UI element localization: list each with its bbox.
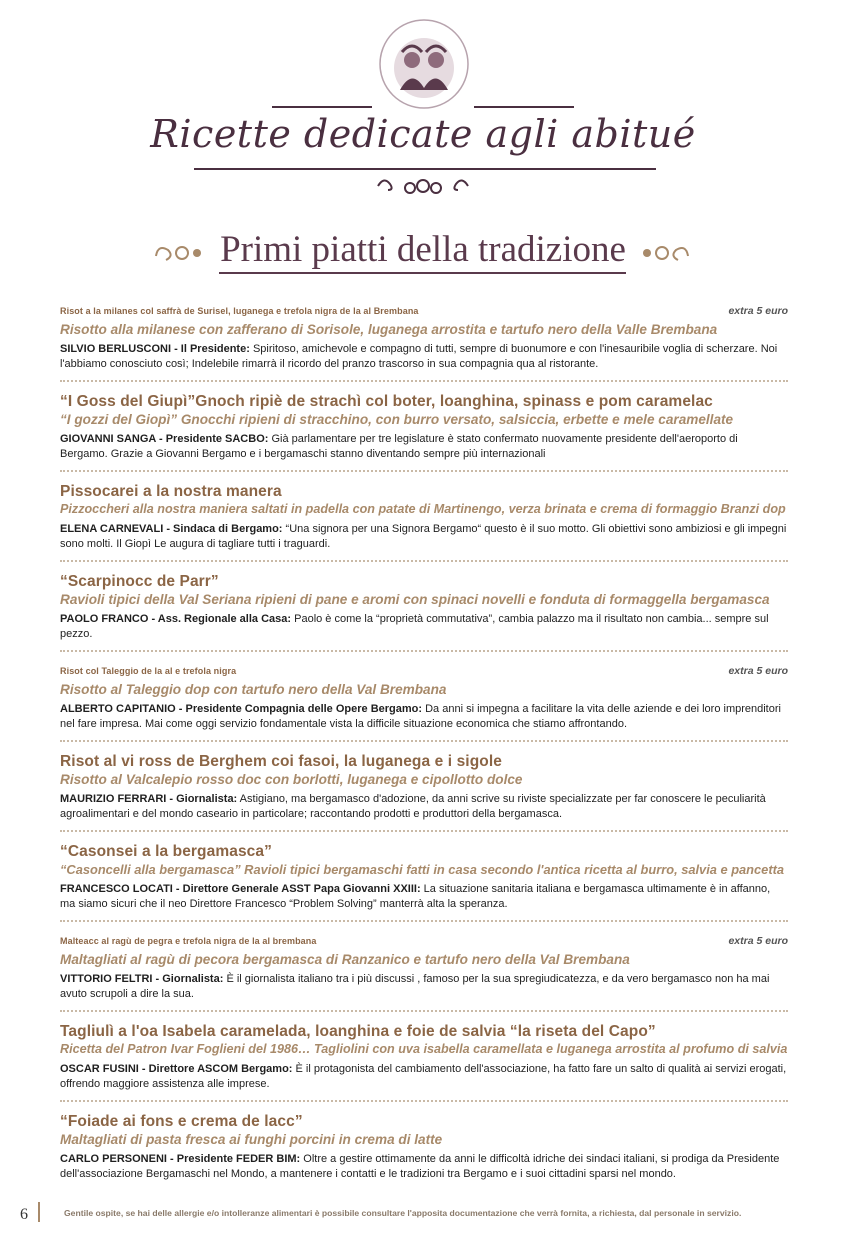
dedication-text: [60, 432, 788, 462]
section-title-underline: [219, 272, 626, 274]
dish-name: Tagliulì a l'oa Isabela caramelada, loanghina e foie de salvia “la riseta del Capo”: [60, 1023, 656, 1040]
dish-name: Malteacc al ragù de pegra e trefola nigra de la al brembana: [60, 936, 317, 946]
dish-description: Maltagliati di pasta fresca ai funghi porcini in crema di latte: [60, 1132, 443, 1147]
dedication-text: [60, 612, 788, 642]
menu-item: [60, 930, 788, 1012]
dedicatee-name: PAOLO FRANCO - Ass. Regionale alla Casa:: [60, 613, 292, 625]
dedicatee-name: ALBERTO CAPITANIO - Presidente Compagnia delle Opere Bergamo:: [60, 703, 423, 715]
dedication-body: La situazione sanitaria italiana e bergamasca ultimamente è in affanno, ma siamo sicuri che il neo Direttore Francesco “Problem Solving” manterrà alta la speranza.: [60, 883, 771, 910]
dedicatee-name: VITTORIO FELTRI - Giornalista:: [60, 973, 224, 985]
menu-item: [60, 480, 788, 562]
dedicatee-name: CARLO PERSONENI - Presidente FEDER BIM:: [60, 1153, 301, 1165]
menu-item: [60, 300, 788, 382]
dedicatee-name: FRANCESCO LOCATI - Direttore Generale ASST Papa Giovanni XXIII:: [60, 883, 421, 895]
section-title: Primi piatti della tradizione: [220, 229, 626, 270]
header-rule-left: [272, 106, 372, 108]
dedication-body: Astigiano, ma bergamasco d'adozione, da anni scrive su riviste specializzate per far conoscere le peculiarità agroalimentari e del mondo caseario in particolare; raccontando prodotti e produttori della bergamasca.: [60, 793, 766, 820]
dish-name: Risot al vi ross de Berghem coi fasoi, la luganega e i sigole: [60, 753, 502, 770]
dedication-body: Già parlamentare per tre legislature è stato confermato nuovamente presidente dell'aeroporto di Bergamo. Grazie a Giovanni Bergamo e i bergamaschi stanno diventando sempre più internazionali: [60, 433, 738, 460]
flourish-ornament: [374, 174, 472, 198]
menu-list: [60, 300, 788, 1198]
dedication-body: È il protagonista del cambiamento dell'associazione, ha fatto fare un salto di qualità ai servizi erogati, offrendo maggiore assistenza alle imprese.: [60, 1063, 787, 1090]
dedicatee-name: OSCAR FUSINI - Direttore ASCOM Bergamo:: [60, 1063, 293, 1075]
dish-name: “I Goss del Giupì”Gnoch ripiè de strachì col boter, loanghina, spinass e pom caramelac: [60, 393, 713, 410]
dish-name: Risot col Taleggio de la al e trefola nigra: [60, 666, 237, 676]
dedication-text: [60, 972, 788, 1002]
dedication-body: Da anni si impegna a facilitare la vita delle aziende e dei loro imprenditori nel fare impresa. Mai come oggi servizio fondamentale vista la difficile situazione economica che stiamo affrontando.: [60, 703, 781, 730]
dish-description: Risotto al Valcalepio rosso doc con borlotti, luganega e cipollotto dolce: [60, 772, 523, 787]
extra-price: extra 5 euro: [728, 305, 788, 317]
dish-description: Ricetta del Patron Ivar Foglieni del 1986… Tagliolini con uva isabella caramellata e luganega arrostita al profumo di salvia: [60, 1042, 788, 1056]
menu-item: [60, 390, 788, 472]
page-number: 6: [20, 1206, 28, 1223]
dedication-body: È il giornalista italiano tra i più discussi , famoso per la sua spregiudicatezza, e da vero bergamasco non ha mai avuto scrupoli a dire la sua.: [60, 973, 770, 1000]
menu-item: [60, 840, 788, 922]
page-number-divider: [38, 1202, 40, 1222]
allergy-note: Gentile ospite, se hai delle allergie e/o intolleranze alimentari è possibile consultare l'apposita documentazione che verrà fornita, a richiesta, dal personale in servizio.: [64, 1208, 742, 1218]
dish-name: “Foiade ai fons e crema de lacc”: [60, 1113, 303, 1130]
dish-description: Risotto alla milanese con zafferano di Sorisole, luganega arrostita e tartufo nero della Valle Brembana: [60, 322, 718, 337]
dish-description: Ravioli tipici della Val Seriana ripieni di pane e aromi con spinaci novelli e fonduta di formaggella bergamasca: [60, 592, 770, 607]
dish-description: Risotto al Taleggio dop con tartufo nero della Val Brembana: [60, 682, 447, 697]
dedication-text: [60, 522, 788, 552]
dish-description: Maltagliati al ragù di pecora bergamasca di Ranzanico e tartufo nero della Val Brembana: [60, 952, 630, 967]
restaurant-logo: [378, 18, 470, 110]
menu-item: [60, 660, 788, 742]
menu-item: [60, 1020, 788, 1102]
dedication-body: Oltre a gestire ottimamente da anni le difficoltà idriche dei sindaci italiani, si prodiga da Presidente dell'associazione Bergamaschi nel Mondo, a mantenere i contatti e le tradizioni tra Bergamo e i suoi cittadini sparsi nel mondo.: [60, 1153, 780, 1180]
swirl-ornament-right: [638, 238, 692, 268]
extra-price: extra 5 euro: [728, 935, 788, 947]
dedication-body: “Una signora per una Signora Bergamo“ questo è il suo motto. Gli obiettivi sono ambiziosi e gli impegni sono molti. Il Giopì Le augura di tagliare tutti i traguardi.: [60, 523, 787, 550]
dish-name: Pissocarei a la nostra manera: [60, 483, 282, 500]
dish-description: Pizzoccheri alla nostra maniera saltati in padella con patate di Martinengo, verza brinata e crema di formaggio Branzi dop: [60, 502, 786, 516]
script-title: Ricette dedicate agli abitué: [150, 112, 696, 156]
script-title-underline: [194, 168, 656, 170]
dedication-text: [60, 882, 788, 912]
dedicatee-name: GIOVANNI SANGA - Presidente SACBO:: [60, 433, 269, 445]
dedicatee-name: ELENA CARNEVALI - Sindaca di Bergamo:: [60, 523, 283, 535]
dedication-text: [60, 342, 788, 372]
dedication-text: [60, 702, 788, 732]
dish-description: “Casoncelli alla bergamasca” Ravioli tipici bergamaschi fatti in casa secondo l'antica ricetta al burro, salvia e pancetta: [60, 862, 785, 877]
dedicatee-name: MAURIZIO FERRARI - Giornalista:: [60, 793, 238, 805]
dish-name: Risot a la milanes col saffrà de Surisel, luganega e trefola nigra de la al Brembana: [60, 306, 419, 316]
dish-description: “I gozzi del Giopì” Gnocchi ripieni di stracchino, con burro versato, salsiccia, erbette e mele caramellate: [60, 412, 734, 427]
dedication-body: Paolo è come la “proprietà commutativa”, cambia palazzo ma il risultato non cambia... sempre sul pezzo.: [60, 613, 769, 640]
dedication-text: [60, 792, 788, 822]
dedication-text: [60, 1152, 788, 1182]
menu-item: [60, 1110, 788, 1190]
dish-name: “Scarpinocc de Parr”: [60, 573, 219, 590]
dedication-text: [60, 1062, 788, 1092]
dedication-body: Spiritoso, amichevole e compagno di tutti, sempre di buonumore e con l'inesauribile voglia di scherzare. Noi l'abbiamo conosciuto così; Indelebile rimarrà il ricordo del pranzo trascorso in sua compagnia qua al ristorante.: [60, 343, 778, 370]
header-rule-right: [474, 106, 574, 108]
dish-name: “Casonsei a la bergamasca”: [60, 843, 272, 860]
menu-item: [60, 750, 788, 832]
menu-item: [60, 570, 788, 652]
dedicatee-name: SILVIO BERLUSCONI - Il Presidente:: [60, 343, 250, 355]
extra-price: extra 5 euro: [728, 665, 788, 677]
